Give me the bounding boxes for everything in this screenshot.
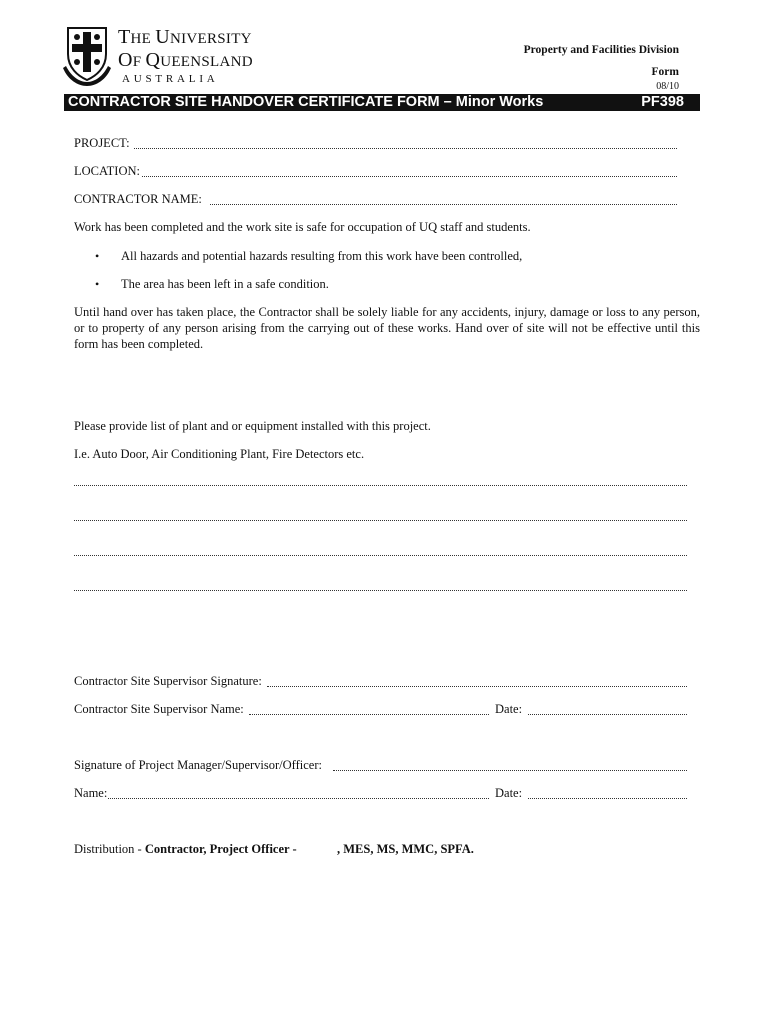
liability-paragraph: Until hand over has taken place, the Contractor shall be solely liable for any accidents, injury, damage or loss to any person, or to property of any person arising from the carrying out of these works. Hand over of site will not be effective until this form has been completed. <box>74 305 700 351</box>
equipment-line-4[interactable] <box>74 589 687 591</box>
form-code: 08/10 <box>656 81 679 92</box>
pm-name-field[interactable] <box>108 797 489 799</box>
form-title: CONTRACTOR SITE HANDOVER CERTIFICATE FORM – Minor Works <box>68 94 544 110</box>
bullet-item: The area has been left in a safe condition. <box>121 277 329 291</box>
equipment-line-2[interactable] <box>74 519 687 521</box>
university-name-line2: OF QUEENSLAND <box>118 49 253 71</box>
location-label: LOCATION: <box>74 164 140 178</box>
division-name: Property and Facilities Division <box>523 44 679 56</box>
bullet-item: All hazards and potential hazards resulting from this work have been controlled, <box>121 249 523 263</box>
supervisor-name-field[interactable] <box>249 713 489 715</box>
bullet-icon: • <box>95 277 100 291</box>
pm-date-label: Date: <box>495 786 523 800</box>
pm-signature-field[interactable] <box>333 769 687 771</box>
supervisor-signature-label: Contractor Site Supervisor Signature: <box>74 674 262 688</box>
location-field[interactable] <box>142 175 677 177</box>
supervisor-signature-field[interactable] <box>267 685 687 687</box>
university-country: AUSTRALIA <box>122 73 219 85</box>
supervisor-name-label: Contractor Site Supervisor Name: <box>74 702 244 716</box>
supervisor-date-label: Date: <box>495 702 523 716</box>
distribution-line <box>74 841 297 857</box>
pm-name-label: Name: <box>74 786 108 800</box>
form-label: Form <box>651 66 679 78</box>
contractor-name-field[interactable] <box>210 203 677 205</box>
equipment-request: Please provide list of plant and or equipment installed with this project. <box>74 419 431 433</box>
contractor-name-label: CONTRACTOR NAME: <box>74 192 202 206</box>
pm-date-field[interactable] <box>528 797 687 799</box>
form-number: PF398 <box>641 94 684 110</box>
uq-crest-icon <box>62 24 112 88</box>
supervisor-date-field[interactable] <box>528 713 687 715</box>
project-label: PROJECT: <box>74 136 130 150</box>
distribution-label: Distribution - <box>74 842 145 856</box>
equipment-line-1[interactable] <box>74 484 687 486</box>
distribution-recipients-b: , MES, MS, MMC, SPFA. <box>337 842 474 856</box>
equipment-line-3[interactable] <box>74 554 687 556</box>
completion-statement: Work has been completed and the work site is safe for occupation of UQ staff and students. <box>74 220 531 234</box>
distribution-recipients-a: Contractor, Project Officer - <box>144 842 297 856</box>
university-name-line1: THE UNIVERSITY <box>118 26 252 48</box>
pm-signature-label: Signature of Project Manager/Supervisor/Officer: <box>74 758 322 772</box>
title-bar <box>64 94 700 111</box>
project-field[interactable] <box>134 147 677 149</box>
bullet-icon: • <box>95 249 100 263</box>
equipment-example: I.e. Auto Door, Air Conditioning Plant, Fire Detectors etc. <box>74 447 365 461</box>
